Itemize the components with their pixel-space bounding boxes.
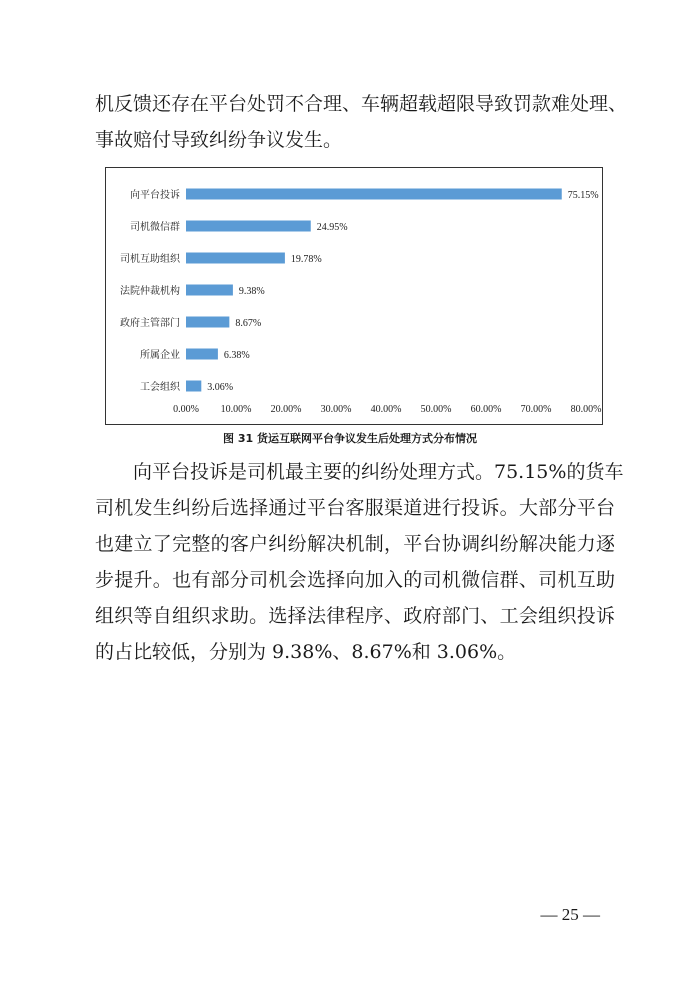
x-tick-label: 30.00% bbox=[320, 404, 352, 415]
body-line: 步提升。也有部分司机会选择向加入的司机微信群、司机互助 bbox=[95, 569, 615, 591]
body-line: 司机发生纠纷后选择通过平台客服渠道进行投诉。大部分平台 bbox=[95, 497, 615, 519]
x-tick-label: 0.00% bbox=[173, 404, 199, 415]
bar-chart bbox=[105, 167, 603, 425]
bar bbox=[186, 317, 229, 328]
bar bbox=[186, 285, 233, 296]
body-paragraph bbox=[95, 454, 624, 670]
value-label: 3.06% bbox=[207, 382, 234, 393]
bar bbox=[186, 381, 201, 392]
intro-line: 机反馈还存在平台处罚不合理、车辆超载超限导致罚款难处理、 bbox=[95, 93, 628, 115]
x-tick-label: 60.00% bbox=[470, 404, 502, 415]
category-label: 所属企业 bbox=[140, 350, 180, 361]
body-line: 的占比较低，分别为 9.38%、8.67%和 3.06%。 bbox=[95, 641, 517, 663]
intro-paragraph bbox=[95, 86, 628, 158]
value-label: 24.95% bbox=[316, 222, 348, 233]
x-tick-label: 50.00% bbox=[420, 404, 452, 415]
x-tick-label: 80.00% bbox=[570, 404, 602, 415]
category-label: 司机互助组织 bbox=[120, 254, 180, 265]
category-label: 法院仲裁机构 bbox=[120, 286, 180, 297]
page-number: — 25 — bbox=[540, 905, 600, 924]
x-tick-label: 20.00% bbox=[270, 404, 302, 415]
value-label: 9.38% bbox=[238, 286, 265, 297]
bar-chart-svg bbox=[106, 168, 602, 424]
body-line: 也建立了完整的客户纠纷解决机制，平台协调纠纷解决能力逐 bbox=[95, 533, 615, 555]
category-label: 向平台投诉 bbox=[130, 190, 180, 201]
bar bbox=[186, 253, 285, 264]
category-label: 工会组织 bbox=[140, 382, 180, 393]
figure-caption: 图 31 货运互联网平台争议发生后处理方式分布情况 bbox=[223, 432, 477, 445]
value-label: 19.78% bbox=[290, 254, 322, 265]
value-label: 6.38% bbox=[223, 350, 250, 361]
x-tick-label: 40.00% bbox=[370, 404, 402, 415]
body-line: 组织等自组织求助。选择法律程序、政府部门、工会组织投诉 bbox=[95, 605, 615, 627]
body-line: 向平台投诉是司机最主要的纠纷处理方式。75.15%的货车 bbox=[133, 461, 624, 483]
intro-line: 事故赔付导致纠纷争议发生。 bbox=[95, 129, 343, 151]
bar bbox=[186, 189, 562, 200]
x-tick-label: 10.00% bbox=[220, 404, 252, 415]
value-label: 8.67% bbox=[235, 318, 262, 329]
category-label: 司机微信群 bbox=[130, 222, 180, 233]
x-tick-label: 70.00% bbox=[520, 404, 552, 415]
bar bbox=[186, 221, 311, 232]
category-label: 政府主管部门 bbox=[120, 318, 180, 329]
value-label: 75.15% bbox=[567, 190, 599, 201]
bar bbox=[186, 349, 218, 360]
